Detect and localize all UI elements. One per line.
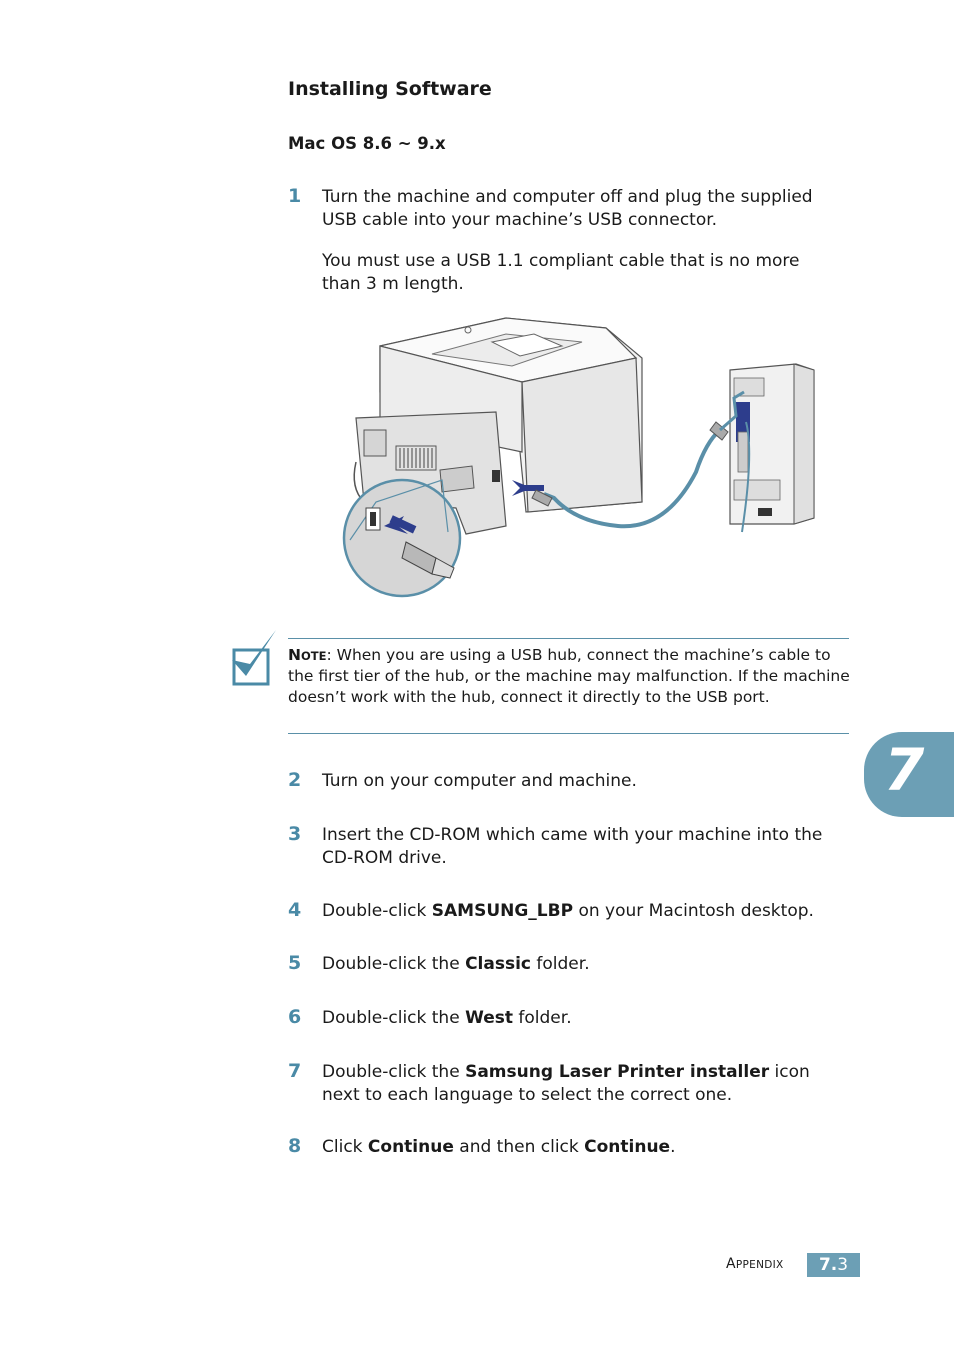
step-number: 6	[288, 1006, 302, 1028]
note-top-rule	[288, 638, 849, 639]
step-text: Insert the CD-ROM which came with your machine into the CD-ROM drive.	[322, 825, 823, 868]
step-text: Double-click SAMSUNG_LBP on your Macintosh desktop.	[322, 901, 814, 921]
usb-connection-illustration	[336, 312, 826, 604]
step-number: 5	[288, 952, 302, 974]
note-text: NOTE: When you are using a USB hub, connect the machine’s cable to the first tier of the hub, or the machine may malfunction. If the machine doesn’t work with the hub, connect it directly to the USB port.	[288, 646, 850, 706]
step-number: 8	[288, 1135, 302, 1157]
step-number: 1	[288, 185, 302, 207]
step-text: Double-click the Classic folder.	[322, 954, 590, 974]
step-text: Click Continue and then click Continue.	[322, 1137, 676, 1157]
step-text: Turn on your computer and machine.	[322, 771, 637, 791]
step-number: 4	[288, 899, 302, 921]
step-number: 2	[288, 769, 302, 791]
step-text: Double-click the Samsung Laser Printer installer icon next to each language to select the correct one.	[322, 1062, 810, 1105]
step-subtext: You must use a USB 1.1 compliant cable that is no more than 3 m length.	[322, 251, 800, 294]
checkmark-note-icon	[228, 626, 280, 690]
zoom-detail-circle	[344, 480, 460, 596]
chapter-tab: 7	[864, 732, 954, 817]
step-number: 3	[288, 823, 302, 845]
page-number: 7.3	[807, 1253, 860, 1277]
step-text: Double-click the West folder.	[322, 1008, 572, 1028]
subsection-title: Mac OS 8.6 ~ 9.x	[288, 134, 446, 153]
step-number: 7	[288, 1060, 302, 1082]
section-title: Installing Software	[288, 78, 492, 100]
step-text: Turn the machine and computer off and plug the supplied USB cable into your machine’s USB connector.	[322, 187, 813, 230]
computer-icon	[720, 364, 814, 532]
note-bottom-rule	[288, 733, 849, 734]
footer-section-label: APPENDIX	[726, 1256, 784, 1272]
